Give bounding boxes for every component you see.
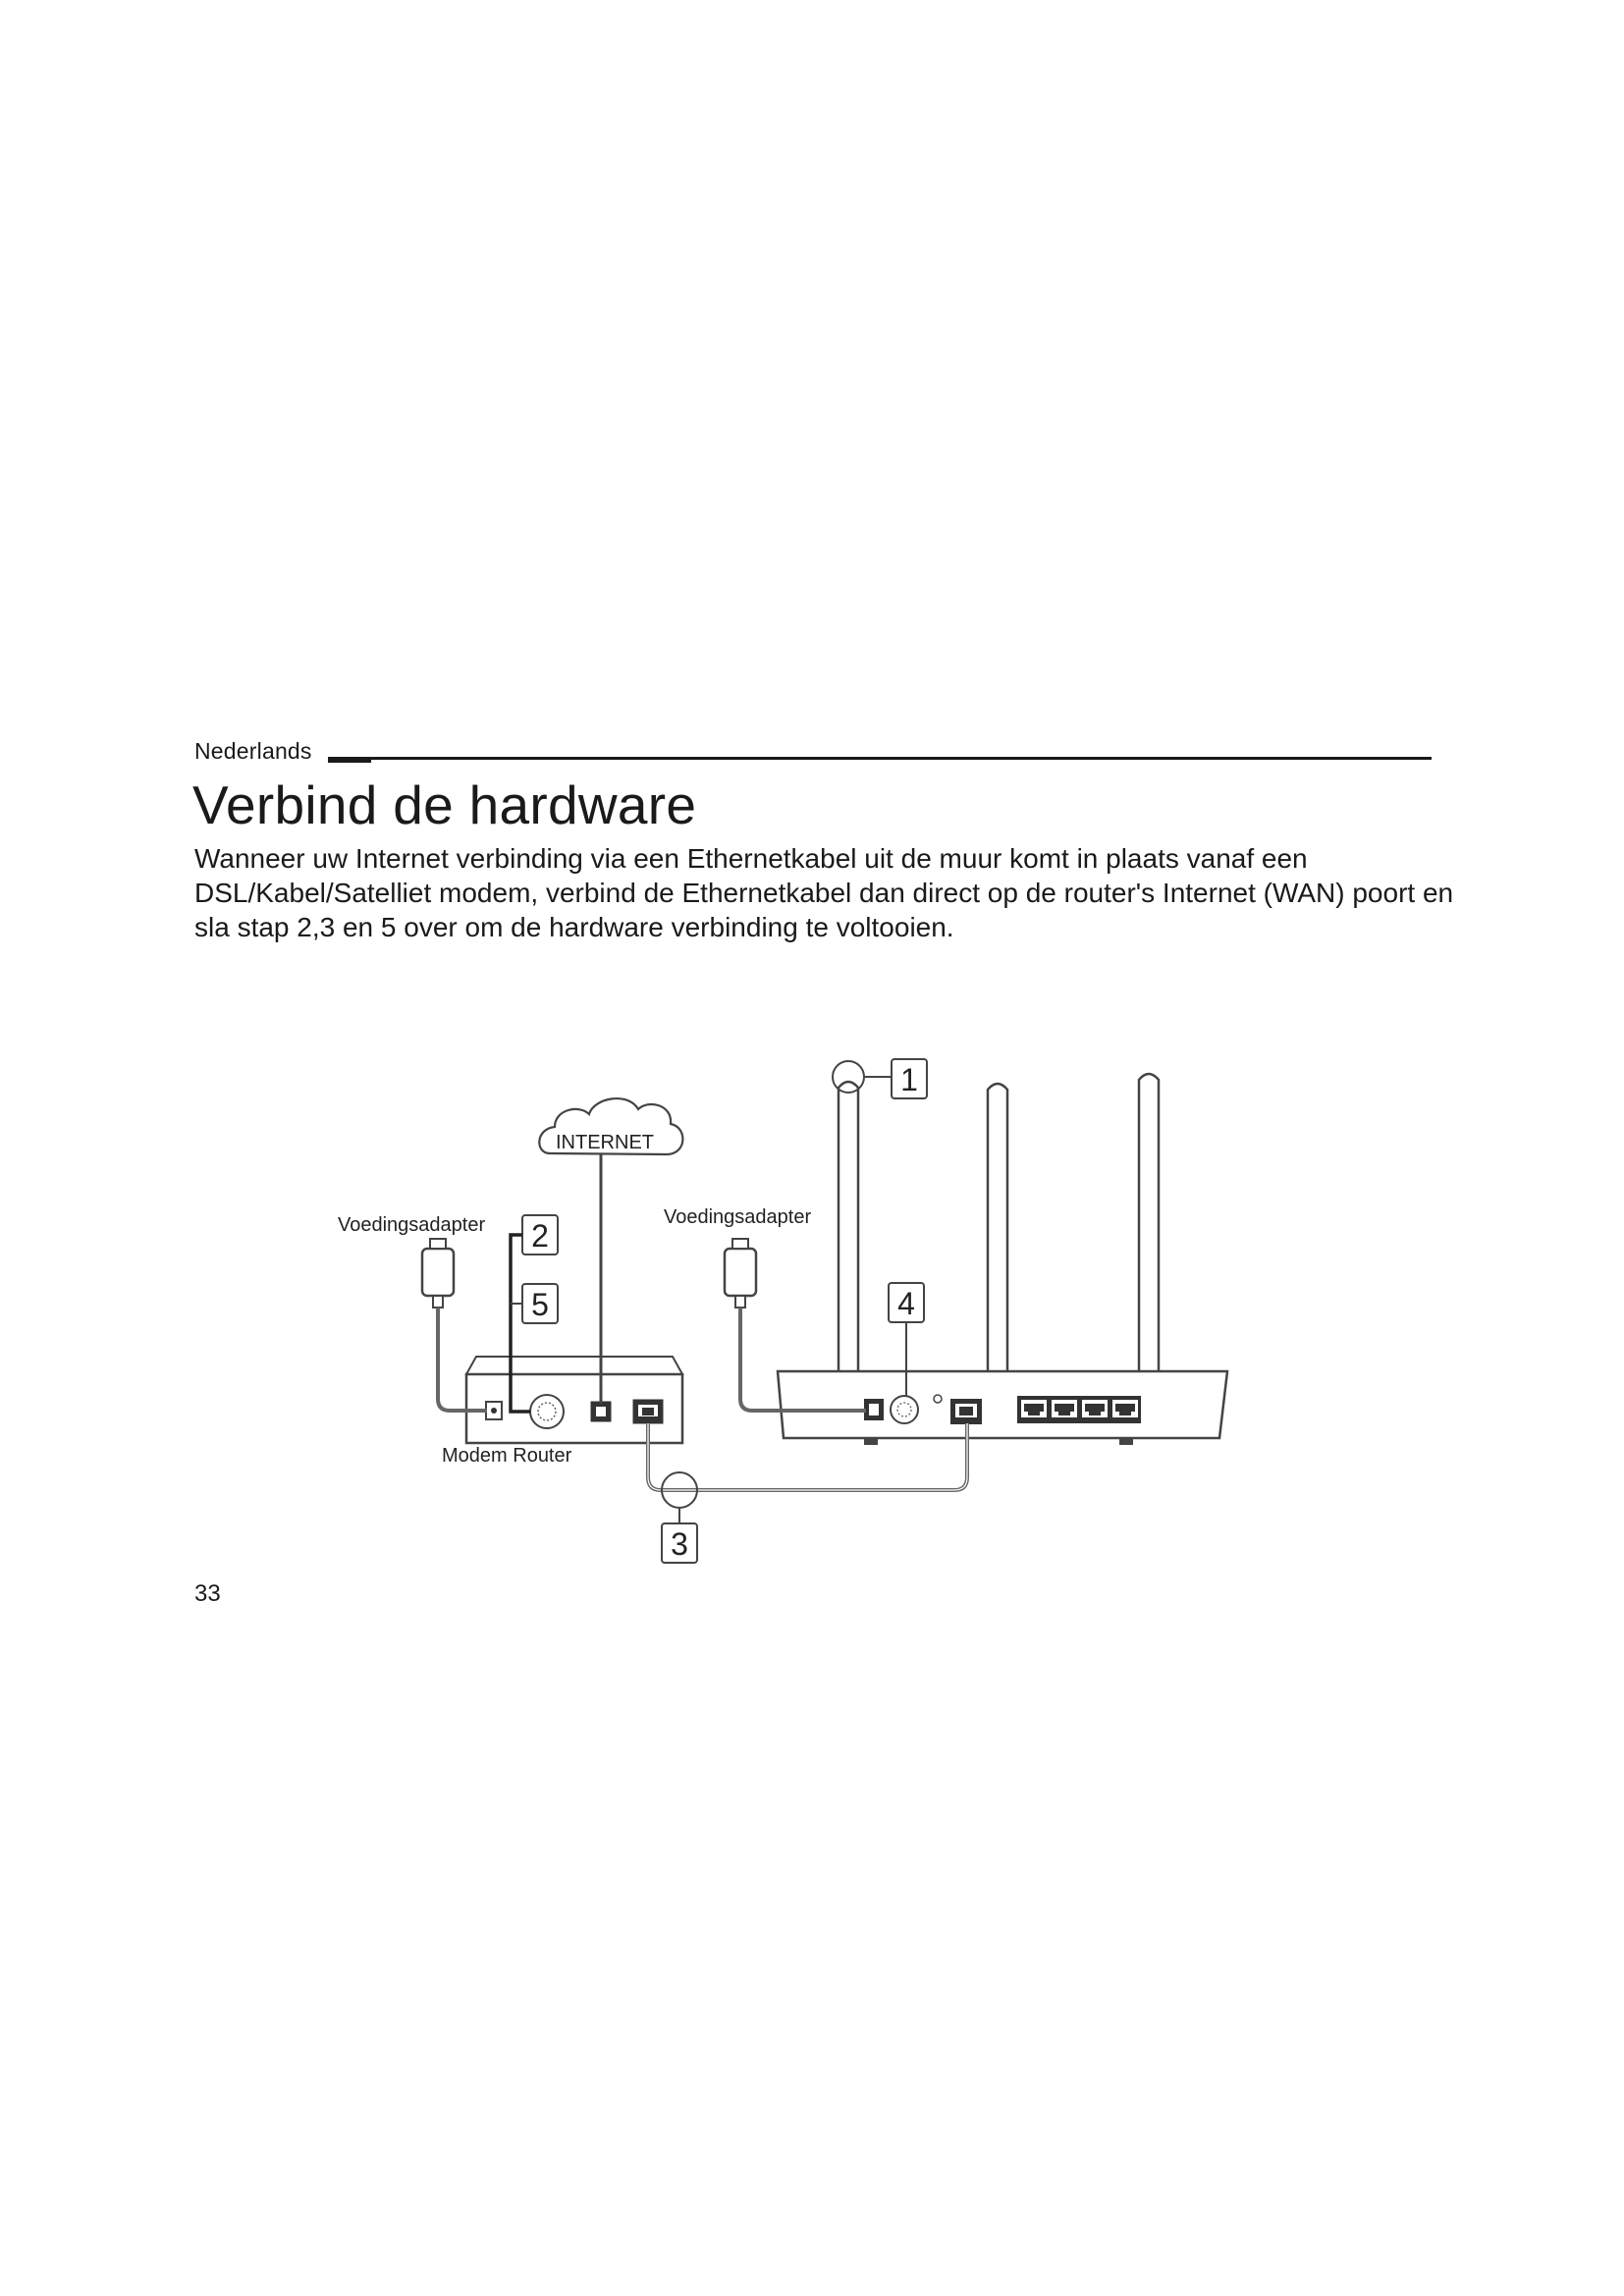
step4-number: 4 xyxy=(897,1286,915,1321)
modem-router-label: Modem Router xyxy=(442,1445,572,1467)
step1-number: 1 xyxy=(900,1062,918,1097)
wireless-router-device xyxy=(778,1074,1227,1445)
internet-label: INTERNET xyxy=(556,1132,654,1153)
left-adapter-label: Voedingsadapter xyxy=(338,1214,486,1236)
right-power-adapter-icon xyxy=(725,1239,756,1308)
router-antenna-right xyxy=(1139,1074,1159,1394)
right-adapter-label: Voedingsadapter xyxy=(664,1206,812,1228)
left-power-adapter-icon xyxy=(422,1239,454,1308)
router-reset-button xyxy=(934,1395,942,1403)
step5-number: 5 xyxy=(531,1287,549,1322)
page-title: Verbind de hardware xyxy=(192,774,697,835)
step2-number: 2 xyxy=(531,1218,549,1254)
page-number: 33 xyxy=(194,1580,221,1607)
router-lan-ports xyxy=(1017,1396,1141,1423)
intro-paragraph: Wanneer uw Internet verbinding via een Ethernetkabel uit de muur komt in plaats vanaf een DSL/Kabel/Satelliet modem, verbind de Ethernetkabel dan direct op de router's Internet (WAN) poort en sla stap 2,3 en 5 over om de hardware verbinding te voltooien. xyxy=(194,843,1454,942)
step3-number: 3 xyxy=(671,1526,688,1562)
language-label: Nederlands xyxy=(194,738,312,764)
router-antenna-left xyxy=(839,1082,858,1394)
internet-cloud-icon xyxy=(539,1098,682,1154)
router-antenna-middle xyxy=(988,1084,1007,1379)
